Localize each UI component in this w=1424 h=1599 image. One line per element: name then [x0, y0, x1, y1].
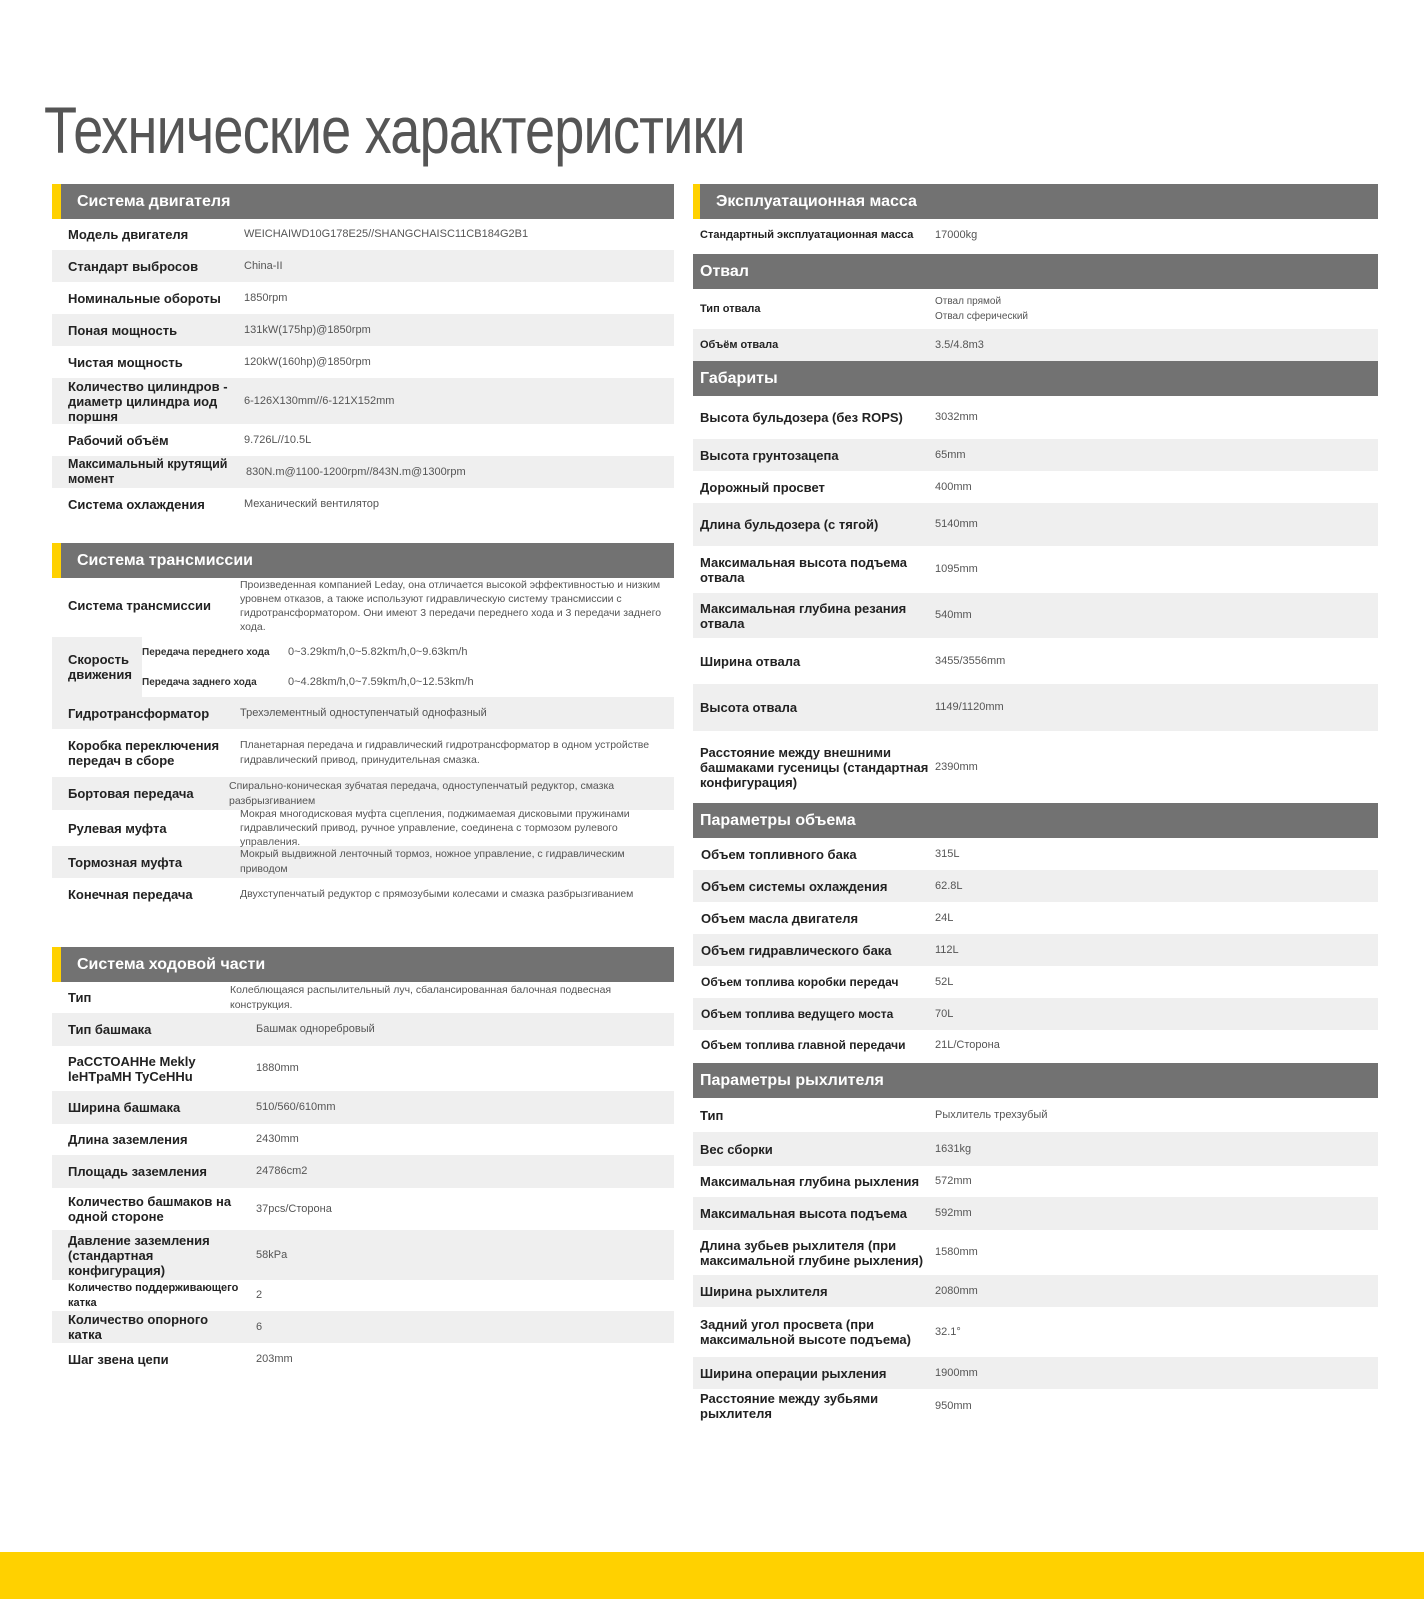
spec-row — [693, 1030, 1378, 1060]
spec-value: WEICHAIWD10G178E25//SHANGCHAISC11CB184G2B1 — [244, 228, 529, 240]
spec-row — [52, 1343, 674, 1375]
spec-label: Дорожный просвет — [700, 479, 825, 495]
spec-value: Спирально-коническая зубчатая передача, одноступенчатый редуктор, смазка разбрызгиванием — [229, 779, 615, 807]
footer-accent-bar — [0, 1552, 1424, 1599]
spec-row — [693, 1132, 1378, 1166]
spec-row — [693, 219, 1378, 251]
ripper-section-header: Параметры рыхлителя — [693, 1063, 1378, 1098]
spec-label: Объем системы охлаждения — [701, 878, 888, 894]
spec-label: Система охлаждения — [68, 496, 205, 512]
spec-label: Тормозная муфта — [68, 854, 183, 870]
spec-label: Высота бульдозера (без ROPS) — [700, 410, 903, 425]
spec-row — [693, 934, 1378, 966]
spec-row — [693, 838, 1378, 870]
spec-row — [52, 378, 674, 424]
speed-sub-label: Передача переднего хода — [142, 646, 270, 658]
spec-value: 1900mm — [935, 1366, 978, 1379]
spec-label: Длина заземления — [68, 1132, 188, 1147]
spec-label: Максимальная глубина рыхления — [700, 1174, 920, 1189]
spec-label: Максимальная глубина резания отвала — [700, 600, 907, 631]
spec-label: Рабочий объём — [68, 432, 169, 448]
ripper-section — [693, 1063, 1378, 1423]
spec-label: Высота отвала — [700, 700, 798, 715]
spec-label: Площадь заземления — [68, 1164, 207, 1179]
spec-value: 1880mm — [256, 1062, 299, 1074]
spec-label: Поная мощность — [68, 322, 178, 338]
spec-value: Башмак одноребровый — [256, 1023, 375, 1035]
spec-label: Рулевая муфта — [68, 820, 167, 836]
spec-row — [52, 1311, 674, 1343]
spec-row — [52, 777, 674, 810]
spec-label: Объём отвала — [700, 338, 779, 351]
spec-value: 21L/Сторона — [935, 1038, 1000, 1051]
spec-value: 17000kg — [935, 228, 978, 241]
spec-label: Количество опорного катка — [68, 1312, 209, 1342]
spec-row — [693, 1357, 1378, 1389]
spec-row — [52, 1091, 674, 1124]
spec-label: Гидротрансформатор — [68, 705, 210, 721]
capacities-section-header: Параметры объема — [693, 803, 1378, 838]
spec-label: Ширина рыхлителя — [700, 1283, 828, 1299]
spec-row — [52, 488, 674, 520]
spec-label: Количество цилиндров - диаметр цилиндра иод поршня — [68, 378, 228, 424]
spec-value: 1850rpm — [244, 291, 288, 304]
spec-label: PaCCTOAHHe Mekly leHTpaMH TyCeHHu — [68, 1053, 196, 1084]
right-column — [693, 184, 1378, 1423]
spec-value: Произведенная компанией Leday, она отличается высокой эффективностью и низким уровнем отказов, а также используют гидравлическую систему трансмиссии с гидротрансформатором. Они имеют 3 передачи переднего хода и 3 передачи заднего хода. — [240, 578, 662, 633]
spec-row — [693, 439, 1378, 471]
spec-label: Тип башмака — [68, 1022, 152, 1037]
spec-row — [52, 1124, 674, 1155]
undercarriage-section — [52, 947, 674, 1375]
spec-row — [52, 982, 674, 1013]
spec-value: 1631kg — [935, 1142, 972, 1155]
spec-row — [52, 1046, 674, 1091]
blade-section — [693, 254, 1378, 361]
spec-label: Высота грунтозацепа — [700, 447, 839, 463]
spec-value: Двухступенчатый редуктор с прямозубыми колесами и смазка разбрызгиванием — [240, 887, 634, 900]
spec-label: Задний угол просвета (при максимальной высоте подъема) — [700, 1317, 911, 1347]
speed-reverse-row — [142, 667, 674, 697]
spec-value: 400mm — [935, 480, 972, 493]
spec-label: Максимальная высота подъема отвала — [700, 554, 908, 585]
spec-row — [693, 471, 1378, 503]
spec-row — [693, 870, 1378, 902]
spec-value: Трехэлементный одноступенчатый однофазный — [240, 706, 487, 719]
spec-value: 120kW(160hp)@1850rpm — [244, 355, 371, 368]
spec-value: China-II — [244, 259, 283, 272]
spec-value: 3455/3556mm — [935, 654, 1006, 667]
spec-label: Тип — [700, 1107, 724, 1123]
spec-value: 2430mm — [256, 1133, 299, 1145]
operating-mass-section-header: Эксплуатационная масса — [693, 184, 1378, 219]
spec-value: 592mm — [935, 1207, 972, 1219]
spec-value: 1580mm — [935, 1246, 978, 1258]
spec-row — [693, 1389, 1378, 1423]
engine-section — [52, 184, 674, 520]
spec-row — [52, 424, 674, 456]
spec-label: Ширина отвала — [700, 653, 801, 669]
spec-row — [693, 289, 1378, 329]
dimensions-section-header: Габариты — [693, 361, 1378, 396]
spec-label: Длина бульдозера (с тягой) — [700, 517, 879, 532]
spec-value: 203mm — [256, 1352, 293, 1365]
spec-label: Ширина башмака — [68, 1100, 181, 1115]
spec-value: 6 — [256, 1320, 263, 1333]
spec-row — [693, 546, 1378, 593]
spec-value: 9.726L//10.5L — [244, 433, 312, 446]
spec-label: Модель двигателя — [68, 227, 189, 242]
spec-row — [52, 846, 674, 878]
spec-row — [693, 998, 1378, 1030]
spec-row — [52, 1280, 674, 1311]
spec-value: Планетарная передача и гидравлический гидротрансформатор в одном устройстве гидравлический привод, принудительная смазка. — [240, 739, 650, 766]
spec-value: 540mm — [935, 609, 972, 621]
spec-label: Бортовая передача — [68, 786, 194, 801]
spec-label: Объем топливного бака — [701, 846, 857, 862]
spec-row — [693, 638, 1378, 684]
spec-label: Скорость движения — [68, 652, 132, 682]
spec-row — [693, 396, 1378, 439]
spec-value: 1149/1120mm — [935, 701, 1004, 713]
spec-row — [52, 578, 674, 633]
spec-label: Давление заземления (стандартная конфигурация) — [68, 1232, 210, 1278]
spec-label: Объем топлива коробки передач — [701, 974, 899, 989]
spec-value: Мокрый выдвижной ленточный тормоз, ножное управление, с гидравлическим приводом — [240, 848, 625, 875]
spec-label: Чистая мощность — [68, 354, 183, 370]
spec-value: 510/560/610mm — [256, 1101, 336, 1113]
spec-value: 2 — [256, 1289, 263, 1301]
speed-row — [52, 637, 674, 697]
left-column — [52, 184, 674, 1375]
spec-row — [52, 1188, 674, 1230]
spec-row — [52, 1230, 674, 1280]
spec-value: 0~4.28km/h,0~7.59km/h,0~12.53km/h — [288, 676, 474, 688]
spec-label: Количество башмаков на одной стороне — [68, 1194, 232, 1224]
spec-value: Колеблющаяся распылительный луч, сбалансированная балочная подвесная конструкция. — [230, 983, 612, 1011]
spec-label: Объем масла двигателя — [701, 910, 859, 926]
capacities-section — [693, 803, 1378, 1060]
spec-value: Рыхлитель трехзубый — [935, 1108, 1048, 1121]
spec-label: Объем топлива ведущего моста — [701, 1006, 894, 1021]
spec-row — [52, 250, 674, 282]
speed-sub-rows — [142, 637, 674, 697]
spec-label: Система трансмиссии — [68, 598, 211, 613]
blade-section-header: Отвал — [693, 254, 1378, 289]
spec-value: 32.1° — [935, 1325, 961, 1338]
spec-row — [693, 1166, 1378, 1197]
spec-row — [52, 729, 674, 777]
spec-row — [52, 282, 674, 314]
speed-forward-row — [142, 637, 674, 667]
spec-label: Максимальная высота подъема — [700, 1206, 908, 1221]
spec-value: Отвал прямой Отвал сферический — [935, 296, 1028, 322]
spec-label: Шаг звена цепи — [68, 1351, 169, 1367]
spec-row — [693, 1275, 1378, 1307]
spec-value: 315L — [935, 847, 960, 860]
page-title: Технические характеристики — [44, 93, 745, 167]
spec-value: 24L — [935, 911, 954, 924]
spec-value: 3032mm — [935, 411, 978, 423]
operating-mass-section — [693, 184, 1378, 251]
spec-value: 572mm — [935, 1175, 972, 1187]
spec-row — [693, 1230, 1378, 1275]
spec-label: Конечная передача — [68, 886, 193, 902]
engine-section-header: Система двигателя — [52, 184, 674, 219]
spec-row — [52, 697, 674, 729]
spec-value: 2080mm — [935, 1284, 978, 1297]
spec-label: Тип — [68, 990, 92, 1005]
spec-row — [693, 731, 1378, 803]
spec-label: Расстояние между внешними башмаками гусеницы (стандартная конфигурация) — [700, 744, 929, 790]
transmission-section — [52, 543, 674, 910]
spec-row — [52, 456, 674, 488]
spec-value: 131kW(175hp)@1850rpm — [244, 323, 371, 336]
spec-row — [693, 966, 1378, 998]
spec-row — [693, 1098, 1378, 1132]
speed-sub-label: Передача заднего хода — [142, 676, 257, 688]
spec-label: Объем топлива главной передачи — [701, 1037, 906, 1052]
spec-value: 830N.m@1100-1200rpm//843N.m@1300rpm — [246, 465, 466, 478]
spec-label: Стандартный эксплуатационная масса — [700, 228, 914, 241]
spec-value: 70L — [935, 1007, 954, 1020]
spec-label: Номинальные обороты — [68, 290, 221, 306]
spec-row — [52, 878, 674, 910]
spec-value: 5140mm — [935, 518, 978, 530]
spec-row — [52, 346, 674, 378]
spec-label: Тип отвала — [700, 302, 761, 315]
spec-value: 6-126X130mm//6-121X152mm — [244, 394, 395, 407]
transmission-section-header: Система трансмиссии — [52, 543, 674, 578]
spec-label: Объем гидравлического бака — [701, 942, 892, 958]
spec-label: Максимальный крутящий момент — [68, 457, 228, 486]
undercarriage-section-header: Система ходовой части — [52, 947, 674, 982]
spec-value: 65mm — [935, 448, 966, 461]
spec-row — [693, 1307, 1378, 1357]
spec-row — [693, 593, 1378, 638]
spec-value: 58kPa — [256, 1248, 288, 1261]
spec-row — [693, 503, 1378, 546]
spec-value: 950mm — [935, 1399, 972, 1412]
spec-row — [52, 1013, 674, 1046]
spec-value: 3.5/4.8m3 — [935, 338, 984, 351]
spec-label: Количество поддерживающего катка — [68, 1281, 239, 1309]
spec-value: 24786cm2 — [256, 1165, 308, 1177]
spec-value: 62.8L — [935, 879, 963, 892]
spec-value: 52L — [935, 975, 954, 988]
spec-label: Коробка переключения передач в сборе — [68, 738, 220, 768]
spec-row — [52, 219, 674, 250]
spec-row — [693, 1197, 1378, 1230]
spec-row — [693, 329, 1378, 361]
dimensions-section — [693, 361, 1378, 803]
spec-row — [52, 810, 674, 846]
spec-row — [52, 314, 674, 346]
spec-row — [693, 684, 1378, 731]
spec-value: Мокрая многодисковая муфта сцепления, поджимаемая дисковыми пружинами гидравлический привод, ручное управление, соединена с тормозом рулевого управления. — [240, 808, 630, 848]
spec-value: 2390mm — [935, 760, 978, 773]
spec-value: 37pcs/Сторона — [256, 1202, 332, 1215]
spec-label: Расстояние между зубьями рыхлителя — [700, 1391, 879, 1421]
spec-value: Механический вентилятор — [244, 497, 380, 510]
spec-value: 1095mm — [935, 563, 978, 575]
spec-label: Длина зубьев рыхлителя (при максимальной глубине рыхления) — [700, 1237, 924, 1268]
spec-label: Стандарт выбросов — [68, 258, 199, 274]
spec-value: 0~3.29km/h,0~5.82km/h,0~9.63km/h — [288, 646, 468, 658]
spec-row — [693, 902, 1378, 934]
spec-label: Вес сборки — [700, 1141, 773, 1157]
spec-label: Ширина операции рыхления — [700, 1365, 887, 1381]
spec-value: 112L — [935, 943, 959, 956]
spec-row — [52, 1155, 674, 1188]
